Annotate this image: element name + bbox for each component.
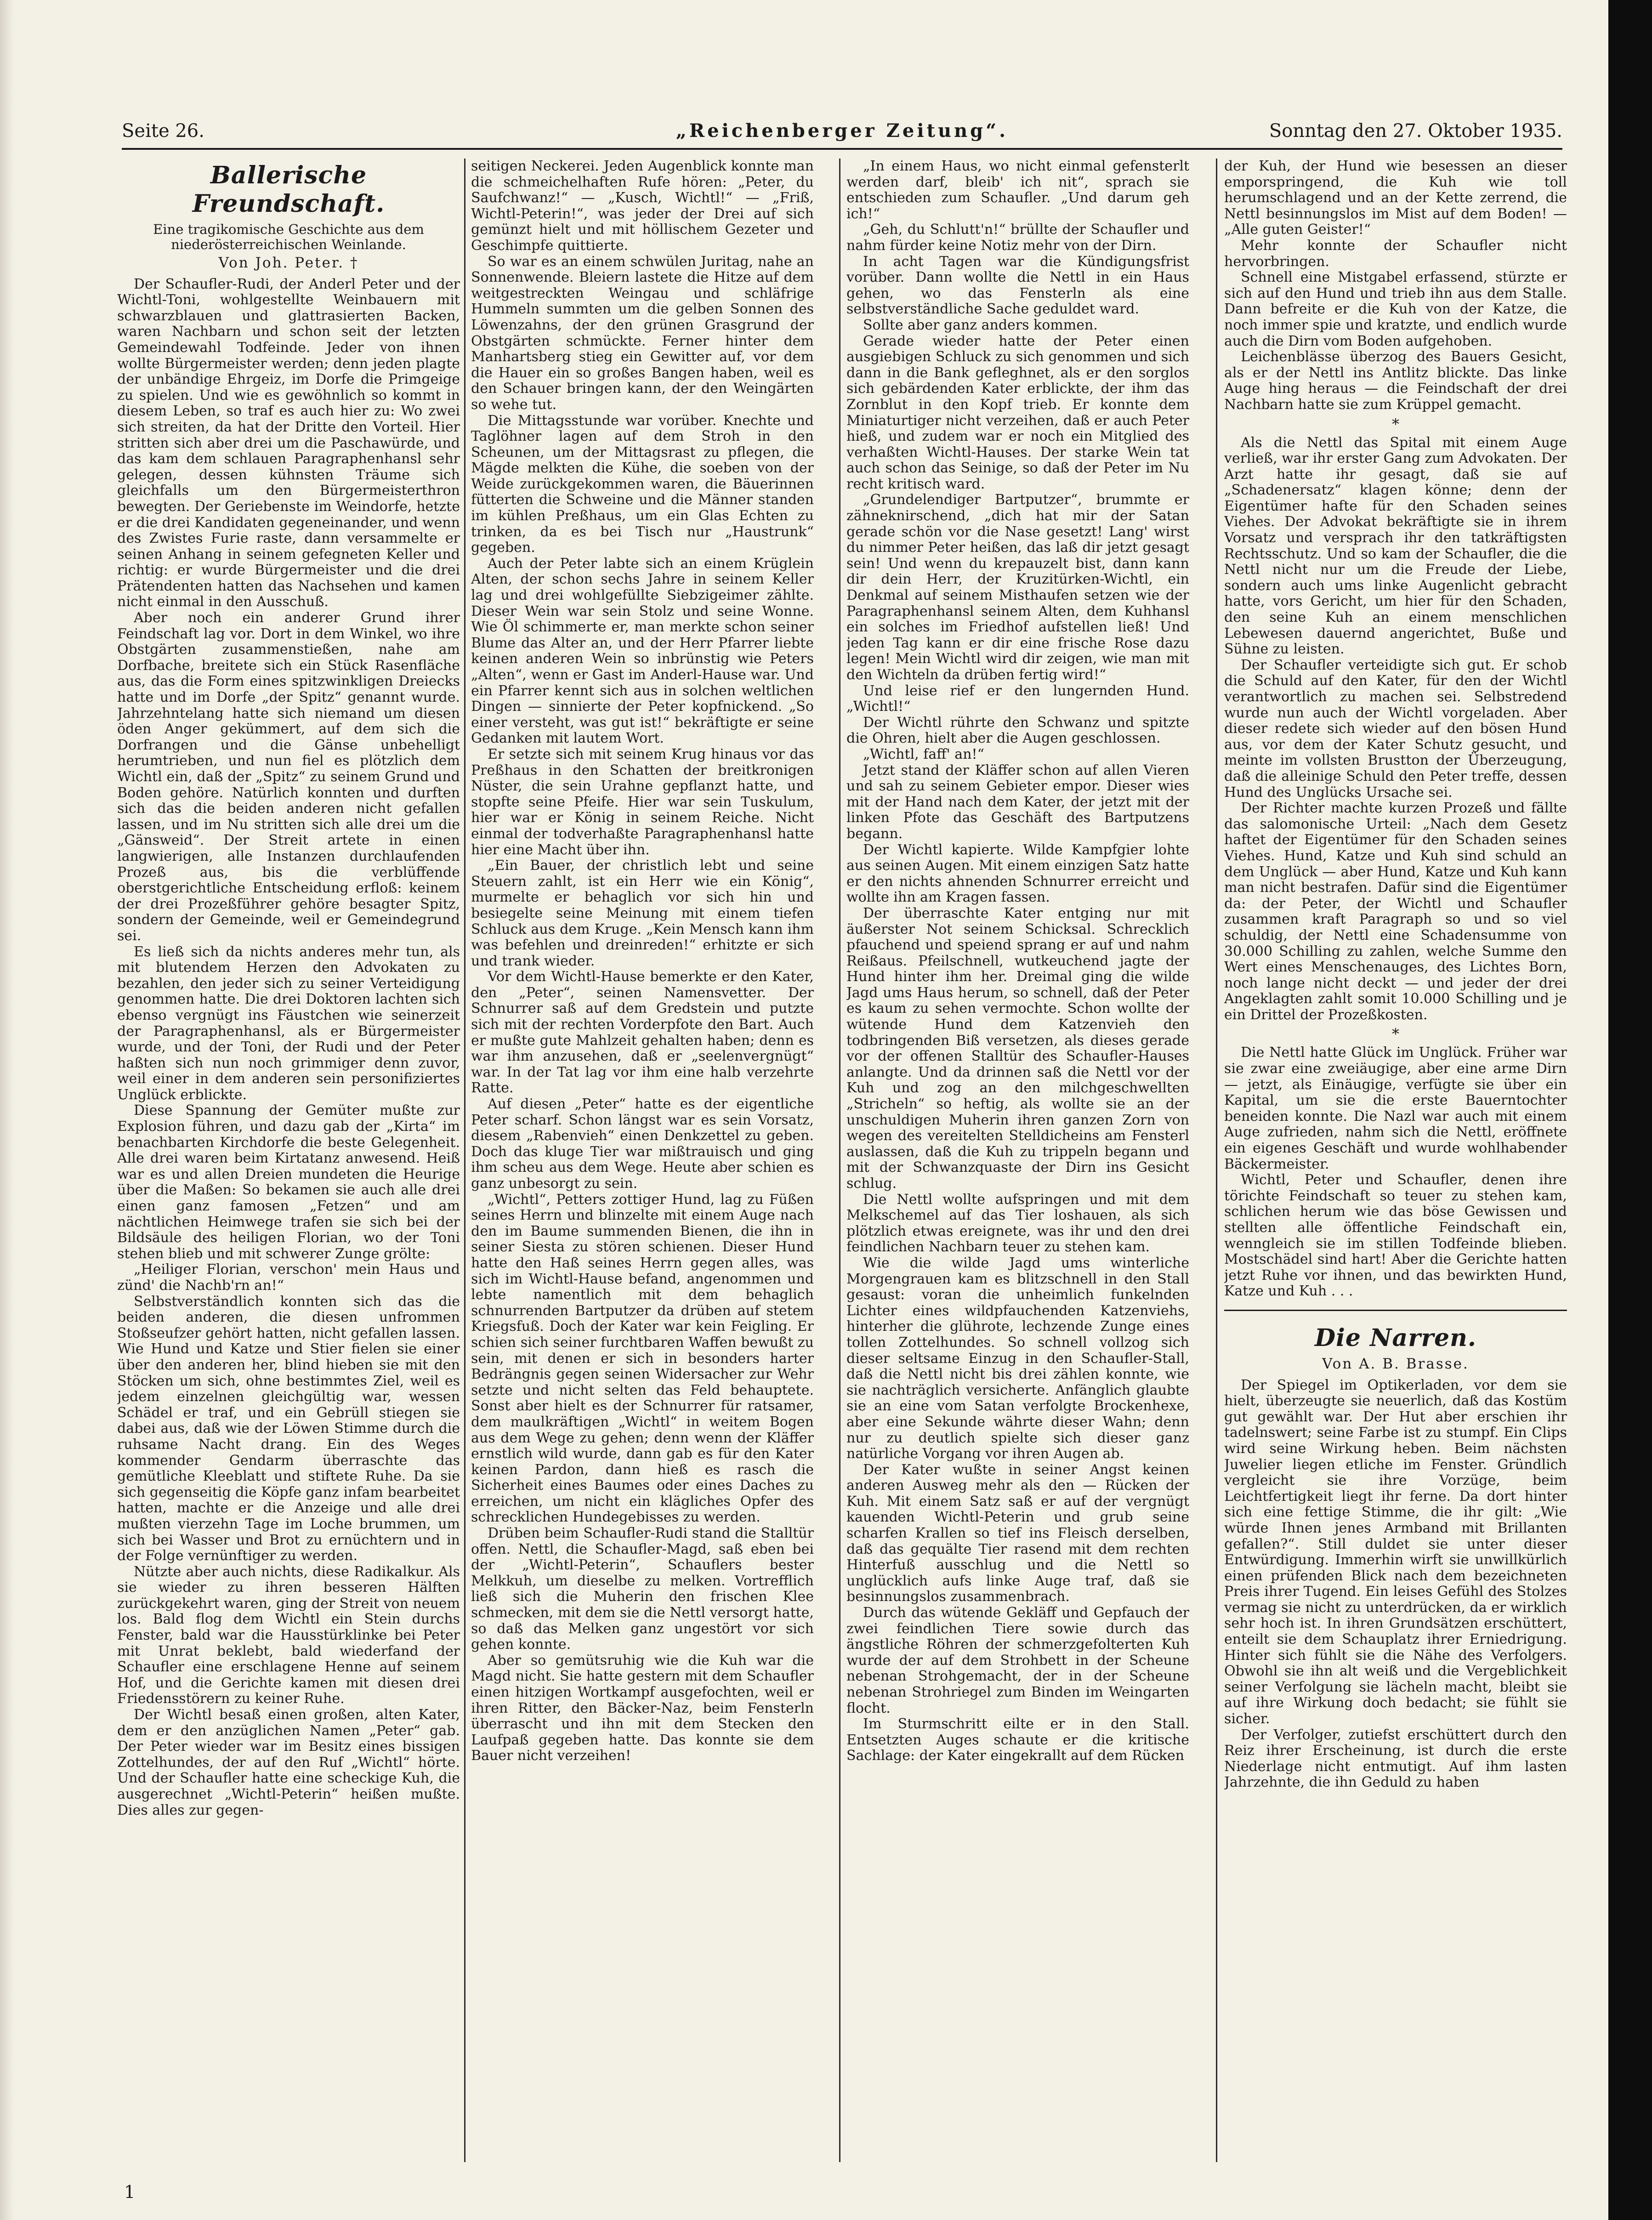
paragraph: „Wichtl“, Petters zottiger Hund, lag zu Füßen seines Herrn und blinzelte mit einem Auge nach den im Baume summenden Bienen, die ihn in seiner Siesta zu stören schienen. Dieser Hund hatte den Haß seines Herrn gegen alles, was sich im Wichtl-Hause befand, angenommen und lebte namentlich mit dem behaglich schnurrenden Bartputzer da drüben auf stetem Kriegsfuß. Doch der Kater war kein Feigling. Er schien sich seiner furchtbaren Waffen bewußt zu sein, mit denen er sich in besonders harter Bedrängnis gegen seinen Widersacher zur Wehr setzte und nicht selten das Feld behauptete. Sonst aber hielt es der Schnurrer für ratsamer, dem maulkräftigen „Wichtl“ in weitem Bogen aus dem Wege zu gehen; denn wenn der Kläffer ernstlich wild wurde, dann gab es für den Kater keinen Pardon, dann hieß es rasch die Sicherheit eines Baumes oder eines Daches zu erreichen, um nicht ein klägliches Opfer des schrecklichen Hundegebisses zu werden. <box>471 1191 814 1526</box>
paragraph: Er setzte sich mit seinem Krug hinaus vor das Preßhaus in den Schatten der breitkronigen Nüster, die sein Urahne gepflanzt hatte, und stopfte seine Pfeife. Hier war sein Tuskulum, hier war er König in seinem Reiche. Nicht einmal der todverhaßte Paragraphenhansl hatte hier eine Macht über ihn. <box>471 746 814 858</box>
article-title: Ballerische Freundschaft. <box>192 161 385 218</box>
paragraph: Leichenblässe überzog des Bauers Gesicht, als er der Nettl ins Antlitz blickte. Das linke Auge hing heraus — die Feindschaft der drei Nachbarn hatte sie zum Krüppel gemacht. <box>1224 349 1567 413</box>
paragraph: „In einem Haus, wo nicht einmal gefensterlt werden darf, bleib' ich nit“, sprach sie entschieden zum Schaufler. „Und darum geh ich!“ <box>846 159 1189 222</box>
paragraph: Der Wichtl besaß einen großen, alten Kater, dem er den anzüglichen Namen „Peter“ gab. Der Peter wieder war im Besitz eines bissigen Zottelhundes, der auf den Ruf „Wichtl“ hörte. Und der Schaufler hatte eine scheckige Kuh, die ausgerechnet „Wichtl-Peterin“ heißen mußte. Dies alles zur gegen- <box>117 1707 460 1818</box>
paragraph: Und leise rief er den lungernden Hund. „Wichtl!“ <box>846 682 1189 715</box>
paragraph: „Ein Bauer, der christlich lebt und seine Steuern zahlt, ist ein Herr wie ein König“, murmelte er behaglich vor sich hin und besiegelte seine Meinung mit einem tiefen Schluck aus dem Kruge. „Kein Mensch kann ihm was befehlen und dreinreden!“ erhitzte er sich und trank wieder. <box>471 857 814 969</box>
paragraph: seitigen Neckerei. Jeden Augenblick konnte man die schmeichelhaften Rufe hören: „Peter, du Saufchwanz!“ — „Kusch, Wichtl!“ — „Friß, Wichtl-Peterin!“, was jeder der Drei auf sich gemünzt hielt und mit höllischem Gezeter und Geschimpfe quittierte. <box>471 159 814 254</box>
paragraph: Nützte aber auch nichts, diese Radikalkur. Als sie wieder zu ihren besseren Hälften zurückgekehrt waren, ging der Streit von neuem los. Bald flog dem Wichtl ein Stein durchs Fenster, bald war die Hausstürklinke bei Peter mit Unrat beklebt, bald wiederfand der Schaufler eine erschlagene Henne auf seinem Hof, und die Gerichte kamen mit diesen drei Friedensstörern zu keiner Ruhe. <box>117 1563 460 1707</box>
paragraph: Der Schaufler-Rudi, der Anderl Peter und der Wichtl-Toni, wohlgestellte Weinbauern mit schwarzblauen und glattrasierten Backen, waren Nachbarn und schon seit der letzten Gemeindewahl Todfeinde. Jeder von ihnen wollte Bürgermeister werden; denn jeden plagte der unbändige Ehrgeiz, im Dorfe die Primgeige zu spielen. Und wie es gewöhnlich so kommt in diesem Leben, so traf es auch hier zu: Wo zwei sich streiten, da hat der Dritte den Vorteil. Hier stritten sich aber drei um die Paschawürde, und das kam dem schlauen Paragraphenhansl sehr gelegen, dessen kühnsten Träume sich gleichfalls um den Bürgermeisterthron bewegten. Der Geriebenste im Weindorfe, hetzte er die drei Kandidaten gegeneinander, und wenn des Zwistes Furie raste, dann versammelte er seinen Anhang in seinem gefegneten Keller und richtig: er wurde Bürgermeister und die drei Prätendenten hatten das Nachsehen und kamen nicht einmal in den Ausschuß. <box>117 276 460 610</box>
column-3 <box>846 159 1189 2171</box>
page-header <box>122 119 1562 146</box>
column-4 <box>1224 159 1567 2171</box>
paragraph: Der Richter machte kurzen Prozeß und fällte das salomonische Urteil: „Nach dem Gesetz haftet der Eigentümer für den Schaden seines Viehes. Hund, Katze und Kuh sind schuld an dem Unglück — aber Hund, Katze und Kuh kann man nicht bestrafen. Dafür sind die Eigentümer da: der Peter, der Wichtl und Schaufler zusammen kraft Paragraph so und so viel schuldig, der Nettl eine Schadensumme von 30.000 Schilling zu zahlen, welche Summe den Wert eines Menschenauges, des Lichtes Born, noch lange nicht deckt — und jeder der drei Angeklagten zahlt somit 10.000 Schilling und je ein Drittel der Prozeßkosten. <box>1224 800 1567 1023</box>
header-rule <box>122 148 1562 150</box>
issue-date: Sonntag den 27. Oktober 1935. <box>1269 120 1562 142</box>
article-title: Die Narren. <box>1314 1323 1477 1352</box>
paragraph: Der Schaufler verteidigte sich gut. Er schob die Schuld auf den Kater, für den der Wichtl verantwortlich zu machen sei. Selbstredend wurde nun auch der Wichtl vorgeladen. Aber dieser redete sich wieder auf den bösen Hund aus, vor dem der Kater Schutz gesucht, und meinte im vollsten Brustton der Überzeugung, daß die alleinige Schuld den Peter treffe, dessen Hund des Unglücks Ursache sei. <box>1224 657 1567 801</box>
section-star: * <box>1392 415 1399 433</box>
paragraph: Als die Nettl das Spital mit einem Auge verließ, war ihr erster Gang zum Advokaten. Der Arzt hatte ihr gesagt, daß sie auf „Schadenersatz“ klagen könne; denn der Eigentümer hafte für den Schaden seines Viehes. Der Advokat bekräftigte sie in ihrem Vorsatz und versprach ihr den tatkräftigsten Rechtsschutz. Und so kam der Schaufler, die die Nettl nicht nur um die Freude der Liebe, sondern auch ums linke Augenlicht gebracht hatte, vors Gericht, um hier für den Schaden, den seine Kuh an einem menschlichen Lebewesen dauernd angerichtet, Buße und Sühne zu leisten. <box>1224 434 1567 658</box>
newspaper-name: „Reichenberger Zeitung“. <box>676 120 1009 142</box>
article-subtitle: Eine tragikomische Geschichte aus dem niederösterreichischen Weinlande. <box>153 221 424 252</box>
column-rule <box>464 159 466 2162</box>
paragraph: Drüben beim Schaufler-Rudi stand die Stalltür offen. Nettl, die Schaufler-Magd, saß eben bei der „Wichtl-Peterin“, Schauflers bester Melkkuh, um dieselbe zu melken. Vortrefflich ließ sich die Muherin den frischen Klee schmecken, mit dem sie die Nettl versorgt hatte, so daß das Melken ganz ungestört vor sich gehen konnte. <box>471 1525 814 1653</box>
paragraph: Der überraschte Kater entging nur mit äußerster Not seinem Schicksal. Schrecklich pfauchend und speiend sprang er auf und nahm Reißaus. Pfeilschnell, wutkeuchend jagte der Hund hinter ihm her. Dreimal ging die wilde Jagd ums Haus herum, so schnell, daß der Peter es kaum zu sehen vermochte. Schon wollte der wütende Hund dem Katzenvieh den todbringenden Biß versetzen, als dieses gerade vor der offenen Stalltür des Schaufler-Hauses anlangte. Und da drinnen saß die Nettl vor der Kuh und zog an den milchgeschwellten „Stricheln“ so heftig, als wollte sie an der unschuldigen Muherin ihren ganzen Zorn von wegen des vereitelten Stelldicheins am Fensterl auslassen, daß die Kuh zu trippeln begann und mit der Schwanzquaste der Dirn ins Gesicht schlug. <box>846 905 1189 1192</box>
paragraph: „Wichtl, faff' an!“ <box>863 746 984 762</box>
paragraph: Sollte aber ganz anders kommen. <box>863 317 1098 333</box>
scan-dark-border <box>1608 0 1652 2220</box>
paragraph: Auf diesen „Peter“ hatte es der eigentliche Peter scharf. Schon längst war es sein Vorsatz, diesem „Rabenvieh“ einen Denkzettel zu geben. Doch das kluge Tier war mißtrauisch und ging ihm scheu aus dem Wege. Heute aber schien es ganz unbesorgt zu sein. <box>471 1096 814 1192</box>
paragraph: Der Verfolger, zutiefst erschüttert durch den Reiz ihrer Erscheinung, ist durch die erste Niederlage nicht entmutigt. Auf ihm lasten Jahrzehnte, die ihn Geduld zu haben <box>1224 1726 1567 1791</box>
paragraph: Durch das wütende Gekläff und Gepfauch der zwei feindlichen Tiere sowie durch das ängstliche Röhren der schmerzgefolterten Kuh wurde der auf dem Strohbett in der Scheune nebenan Strohgemacht, der in der Scheune nebenan Strohriegel zum Binden im Weingarten flocht. <box>846 1605 1189 1716</box>
paragraph: Selbstverständlich konnten sich das die beiden anderen, die diesen unfrommen Stoßseufzer gehört hatten, nicht gefallen lassen. Wie Hund und Katze und Stier fielen sie einer über den anderen her, blind hieben sie mit den Stöcken um sich, ohne bestimmtes Ziel, weil es jedem einzelnen gleichgültig war, wessen Schädel er traf, und ein Gebrüll stiegen sie dabei aus, daß wie der Löwen Stimme durch die ruhsame Nacht drang. Ein des Weges kommender Gendarm überraschte das gemütliche Kleeblatt und stiftete Ruhe. Da sie sich gegenseitig die Köpfe ganz infam bearbeitet hatten, machte er die Anzeige und alle drei mußten vierzehn Tage im Loche brummen, um sich bei Wasser und Brot zu ernüchtern und in der Folge vernünftiger zu werden. <box>117 1293 460 1564</box>
paragraph: Es ließ sich da nichts anderes mehr tun, als mit blutendem Herzen den Advokaten zu bezahlen, den jeder sich zu seiner Verteidigung genommen hatte. Die drei Doktoren lachten sich ebenso vergnügt ins Fäustchen wie seinerzeit der Paragraphenhansl, als er Bürgermeister wurde, und der Toni, der Rudi und der Peter haßten sich nun noch grimmiger denn zuvor, weil einer in dem anderen sein personifiziertes Unglück erblickte. <box>117 943 460 1103</box>
article-byline: Von A. B. Brasse. <box>1322 1355 1469 1372</box>
column-2 <box>471 159 814 2171</box>
paragraph: So war es an einem schwülen Juritag, nahe an Sonnenwende. Bleiern lastete die Hitze auf dem weitgestreckten Weingau und schläfrige Hummeln summten um die gelben Sonnen des Löwenzahns, der den grünen Grasgrund der Obstgärten schmückte. Ferner hinter dem Manhartsberg stieg ein Gewitter auf, vor dem die Hauer ein so großes Bangen haben, weil es den Schauer bringen kann, der den Weingärten so wehe tut. <box>471 253 814 413</box>
paragraph: Jetzt stand der Kläffer schon auf allen Vieren und sah zu seinem Gebieter empor. Dieser wies mit der Hand nach dem Kater, der jetzt mit der linken Pfote das Geschäft des Bartputzens begann. <box>846 762 1189 842</box>
paragraph: Im Sturmschritt eilte er in den Stall. Entsetzten Auges schaute er die kritische Sachlage: der Kater eingekrallt auf dem Rücken <box>846 1716 1189 1764</box>
column-rule <box>1216 159 1217 2162</box>
paragraph: Gerade wieder hatte der Peter einen ausgiebigen Schluck zu sich genommen und sich dann in die Bank gefleghnet, als er den sorglos sich gebärdenden Kater erblickte, der ihm das Zornblut in den Kopf trieb. Er konnte dem Miniaturtiger nicht verzeihen, daß er auch Peter hieß, und zudem war er noch ein Mitglied des verhaßten Wichtl-Hauses. Der starke Wein tat auch schon das Seinige, so daß der Peter im Nu recht kritisch ward. <box>846 333 1189 492</box>
paragraph: Vor dem Wichtl-Hause bemerkte er den Kater, den „Peter“, seinen Namensvetter. Der Schnurrer saß auf dem Gredstein und putzte sich mit der rechten Vorderpfote den Bart. Auch er mußte gute Mahlzeit gehalten haben; denn es war ihm anzusehen, daß er „seelenvergnügt“ war. In der Tat lag vor ihm eine halb verzehrte Ratte. <box>471 969 814 1096</box>
paragraph: Schnell eine Mistgabel erfassend, stürzte er sich auf den Hund und trieb ihn aus dem Stalle. Dann befreite er die Kuh von der Katze, die noch immer spie und kratzte, und endlich wurde auch die Dirn vom Boden aufgehoben. <box>1224 269 1567 349</box>
paragraph: Der Spiegel im Optikerladen, vor dem sie hielt, überzeugte sie neuerlich, daß das Kostüm gut gewählt war. Der Hut aber erschien ihr tadelnswert; seine Farbe ist zu stumpf. Ein Clips wird seine Wirkung heben. Beim nächsten Juwelier liegen etliche im Fenster. Gründlich vergleicht sie ihre Vorzüge, beim Leichtfertigkeit liegt ihr ferne. Da dort hinter sich eine fettige Stimme, die ihr gilt: „Wie würde Ihnen jenes Armband mit Brillanten gefallen?“. Still duldet sie unter dieser Entwürdigung. Immerhin wirft sie unwillkürlich einen prüfenden Blick nach dem bezeichneten Preis ihrer Tugend. Ein leises Gefühl des Stolzes vermag sie nicht zu unterdrücken, da er wirklich sehr hoch ist. In ihren Grundsätzen erschüttert, enteilt sie dem Schauplatz ihrer Erniedrigung. Hinter sich fühlt sie die Nähe des Verfolgers. Obwohl sie ihn alt weiß und die Vergeblichkeit seiner Verfolgung sie lächeln macht, bleibt sie auf ihre Wirkung doch bedacht; sie fühlt sie sicher. <box>1224 1377 1567 1727</box>
paragraph: Wichtl, Peter und Schaufler, denen ihre törichte Feindschaft so teuer zu stehen kam, schlichen herum wie das böse Gewissen und stellten alle öffentliche Feindschaft ein, wenngleich sie im stillen Todfeinde blieben. Mostschädel sind hart! Aber die Gerichte hatten jetzt Ruhe vor ihnen, und das bewirkten Hund, Katze und Kuh . . . <box>1224 1172 1567 1300</box>
article-byline: Von Joh. Peter. † <box>218 255 359 271</box>
paragraph: Die Nettl hatte Glück im Unglück. Früher war sie zwar eine zweiäugige, aber eine arme Dirn — jetzt, als Einäugige, verfügte sie über ein Kapital, um sie die erste Bauerntochter beneiden konnte. Die Nazl war auch mit einem Auge zufrieden, nahm sich die Nettl, eröffnete ein eigenes Geschäft und wurde wohlhabender Bäckermeister. <box>1224 1045 1567 1172</box>
column-1 <box>117 159 460 2171</box>
paragraph: Diese Spannung der Gemüter mußte zur Explosion führen, und dazu gab der „Kirta“ im benachbarten Kirchdorfe die beste Gelegenheit. Alle drei waren beim Kirtatanz anwesend. Heiß war es und allen Dreien mundeten die Heurige über die Maßen: So bekamen sie auch alle drei einen ganz famosen „Fetzen“ und am nächtlichen Heimwege trafen sie sich bei der Bildsäule des heiligen Florian, wo der Toni stehen blieb und mit schwerer Zunge grölte: <box>117 1102 460 1262</box>
section-star: * <box>1392 1025 1399 1043</box>
paragraph: Wie die wilde Jagd ums winterliche Morgengrauen kam es blitzschnell in den Stall gesaust: voran die unheimlich funkelnden Lichter eines wildpfauchenden Katzenviehs, hinterher die glührote, lechzende Zunge eines tollen Zottelhundes. So schnell vollzog sich dieser seltsame Einzug in den Schaufler-Stall, daß die Nettl nicht bis drei zählen konnte, wie sie nachträglich versicherte. Anfänglich glaubte sie an eine vom Satan verfolgte Brockenhexe, aber eine Sekunde währte dieser Wahn; denn nur zu deutlich spielte sich dieser ganz natürliche Vorgang vor ihren Augen ab. <box>846 1255 1189 1462</box>
paragraph: Die Nettl wollte aufspringen und mit dem Melkschemel auf das Tier loshauen, als sich plötzlich etwas ereignete, was ihr und den drei feindlichen Nachbarn teuer zu stehen kam. <box>846 1191 1189 1255</box>
page-number: Seite 26. <box>122 120 204 142</box>
section-divider <box>1224 1310 1567 1311</box>
paragraph: „Geh, du Schlutt'n!“ brüllte der Schaufler und nahm fürder keine Notiz mehr von der Dirn. <box>846 221 1189 254</box>
paragraph: Der Wichtl kapierte. Wilde Kampfgier lohte aus seinen Augen. Mit einem einzigen Satz hatte er den nichts ahnenden Schnurrer erreicht und wollte ihn am Kragen fassen. <box>846 841 1189 906</box>
column-rule <box>839 159 840 2162</box>
paragraph: Aber so gemütsruhig wie die Kuh war die Magd nicht. Sie hatte gestern mit dem Schaufler einen hitzigen Wortkampf ausgefochten, weil er ihren Ritter, den Bäcker-Naz, beim Fensterln überrascht und ihn mit dem Stecken den Laufpaß gegeben hatte. Das konnte sie dem Bauer nicht verzeihen! <box>471 1652 814 1764</box>
paragraph: Aber noch ein anderer Grund ihrer Feindschaft lag vor. Dort in dem Winkel, wo ihre Obstgärten zusammenstießen, nahe am Dorfbache, breitete sich ein Stück Rasenfläche aus, das die Form eines spitzwinkligen Dreiecks hatte und im Dorfe „der Spitz“ genannt wurde. Jahrzehntelang hatte sich niemand um diesen öden Anger gekümmert, auf dem sich die Dorfrangen und die Gänse unbehelligt herumtrieben, und nun fiel es plötzlich dem Wichtl ein, daß der „Spitz“ zu seinem Grund und Boden gehöre. Natürlich konnten und durften sich das die beiden anderen nicht gefallen lassen, und im Nu stritten sich alle drei um die „Gänsweid“. Der Streit artete in einen langwierigen, alle Instanzen durchlaufenden Prozeß aus, bis die verblüffende oberstgerichtliche Entscheidung erfloß: keinem der drei Prozeßführer gehöre besagter Spitz, sondern der Gemeinde, weil er Gemeindegrund sei. <box>117 610 460 944</box>
scan-edge-shade <box>0 0 14 2220</box>
paragraph: „Heiliger Florian, verschon' mein Haus und zünd' die Nachb'rn an!“ <box>117 1261 460 1294</box>
paragraph: der Kuh, der Hund wie besessen an dieser emporspringend, die Kuh wie toll herumschlagend und an der Kette zerrend, die Nettl besinnungslos im Mist auf dem Boden! — „Alle guten Geister!“ <box>1224 159 1567 238</box>
paragraph: Auch der Peter labte sich an einem Krüglein Alten, der schon sechs Jahre in seinem Keller lag und drei wohlgefüllte Siebzigeimer zählte. Dieser Wein war sein Stolz und seine Wonne. Wie Öl schimmerte er, man merkte schon seiner Blume das Alter an, und der Herr Pfarrer liebte keinen anderen Wein so inbrünstig wie Peters „Alten“, wenn er Gast im Anderl-Hause war. Und ein Pfarrer kennt sich aus in solchen weltlichen Dingen — sinnierte der Peter kopfnickend. „So einer versteht, was gut ist!“ bekräftigte er seine Gedanken mit lautem Wort. <box>471 555 814 747</box>
paragraph: Die Mittagsstunde war vorüber. Knechte und Taglöhner lagen auf dem Stroh in den Scheunen, um der Mittagsrast zu pflegen, die Mägde melkten die Kühe, die soeben von der Weide zurückgekommen waren, die Bäuerinnen fütterten die Schweine und die Männer standen im kühlen Preßhaus, um ein Glas Echten zu trinken, da es bei Tisch nur „Haustrunk“ gegeben. <box>471 412 814 556</box>
paragraph: In acht Tagen war die Kündigungsfrist vorüber. Dann wollte die Nettl in ein Haus gehen, wo das Fensterln als eine selbstverständliche Sache geduldet ward. <box>846 253 1189 318</box>
footer-mark: 1 <box>124 2182 136 2202</box>
paragraph: Der Kater wußte in seiner Angst keinen anderen Ausweg mehr als den — Rücken der Kuh. Mit einem Satz saß er auf der vergnügt kauenden Wichtl-Peterin und grub seine scharfen Krallen so tief ins Fleisch derselben, daß das gequälte Tier rasend mit dem rechten Hinterfuß ausschlug und die Nettl so unglücklich aufs linke Auge traf, daß sie besinnungslos zusammenbrach. <box>846 1461 1189 1605</box>
paragraph: Der Wichtl rührte den Schwanz und spitzte die Ohren, hielt aber die Augen geschlossen. <box>846 714 1189 747</box>
paragraph: „Grundelendiger Bartputzer“, brummte er zähneknirschend, „dich hat mir der Satan gerade schön vor die Nase gesetzt! Lang' wirst du nimmer Peter heißen, das laß dir jetzt gesagt sein! Und wenn du krepauzelt bist, dann kann dir dein Herr, der Kruzitürken-Wichtl, ein Denkmal auf seinem Misthaufen setzen wie der Paragraphenhansl seinem Alten, dem Kuhhansl ein solches im Friedhof aufstellen ließ! Und jeden Tag kann er dir eine frische Rose dazu legen! Mein Wichtl wird dir zeigen, wie man mit den Wichteln da drüben fertig wird!“ <box>846 492 1189 683</box>
paragraph: Mehr konnte der Schaufler nicht hervorbringen. <box>1224 237 1567 270</box>
